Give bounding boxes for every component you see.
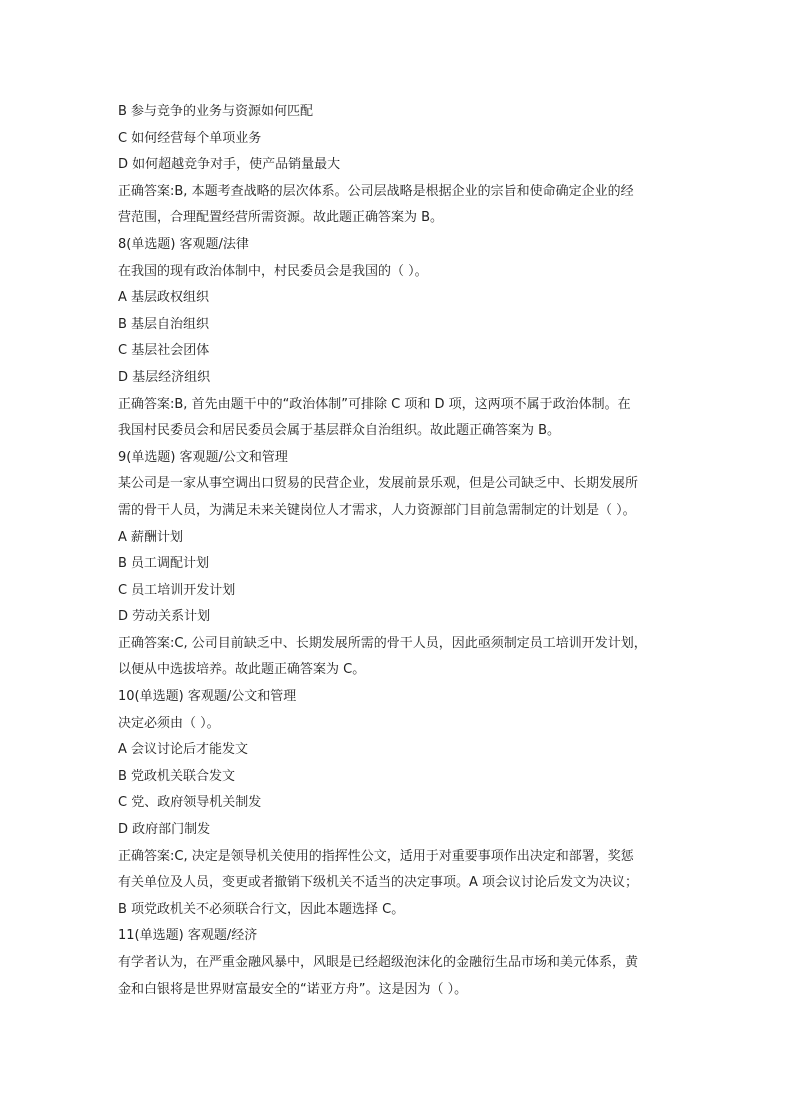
option-c: C 如何经营每个单项业务 — [118, 130, 262, 146]
option-d: D 基层经济组织 — [118, 369, 211, 385]
answer-explanation-line: 正确答案:C, 公司目前缺乏中、长期发展所需的骨干人员，因此亟须制定员工培训开发计划， — [118, 635, 647, 651]
question-header: 10(单选题) 客观题/公文和管理 — [118, 689, 297, 705]
question-text: 金和白银将是世界财富最安全的“诺亚方舟”。这是因为（ ）。 — [118, 981, 468, 997]
option-d: D 如何超越竞争对手，使产品销量最大 — [118, 157, 341, 173]
answer-explanation-line: 正确答案:B, 本题考查战略的层次体系。公司层战略是根据企业的宗旨和使命确定企业的经 — [118, 183, 634, 199]
question-text: 需的骨干人员，为满足未来关键岗位人才需求，人力资源部门目前急需制定的计划是（ ）。 — [118, 502, 636, 518]
question-text: 决定必须由（ ）。 — [118, 715, 220, 731]
option-b: B 员工调配计划 — [118, 556, 210, 572]
option-c: C 基层社会团体 — [118, 343, 210, 359]
answer-explanation-line: 营范围，合理配置经营所需资源。故此题正确答案为 B。 — [118, 210, 444, 226]
question-text: 有学者认为，在严重金融风暴中，风眼是已经超级泡沫化的金融衍生品市场和美元体系，黄 — [118, 955, 639, 970]
option-b: B 党政机关联合发文 — [118, 768, 236, 784]
question-header: 11(单选题) 客观题/经济 — [118, 928, 258, 944]
answer-explanation-line: 有关单位及人员，变更或者撤销下级机关不适当的决定事项。A 项会议讨论后发文为决议； — [118, 875, 639, 891]
answer-explanation-line: 我国村民委员会和居民委员会属于基层群众自治组织。故此题正确答案为 B。 — [118, 423, 561, 439]
question-text: 在我国的现有政治体制中，村民委员会是我国的（ ）。 — [118, 263, 428, 279]
option-d: D 劳动关系计划 — [118, 609, 211, 625]
question-header: 8(单选题) 客观题/法律 — [118, 236, 249, 252]
option-d: D 政府部门制发 — [118, 822, 211, 838]
answer-explanation-line: 正确答案:C, 决定是领导机关使用的指挥性公文，适用于对重要事项作出决定和部署，奖惩 — [118, 848, 634, 864]
answer-explanation-line: 正确答案:B, 首先由题干中的“政治体制”可排除 C 项和 D 项，这两项不属于政治体制。在 — [118, 396, 631, 412]
option-a: A 基层政权组织 — [118, 290, 210, 306]
option-c: C 员工培训开发计划 — [118, 582, 236, 598]
option-a: A 薪酬计划 — [118, 529, 184, 545]
option-b: B 参与竞争的业务与资源如何匹配 — [118, 104, 314, 119]
question-header: 9(单选题) 客观题/公文和管理 — [118, 449, 288, 465]
document-page — [118, 99, 678, 1003]
option-b: B 基层自治组织 — [118, 316, 210, 332]
answer-explanation-line: B 项党政机关不必须联合行文，因此本题选择 C。 — [118, 901, 405, 917]
option-c: C 党、政府领导机关制发 — [118, 795, 262, 811]
question-text: 某公司是一家从事空调出口贸易的民营企业，发展前景乐观，但是公司缺乏中、长期发展所 — [118, 476, 639, 492]
option-a: A 会议讨论后才能发文 — [118, 742, 249, 758]
answer-explanation-line: 以便从中选拔培养。故此题正确答案为 C。 — [118, 662, 366, 678]
